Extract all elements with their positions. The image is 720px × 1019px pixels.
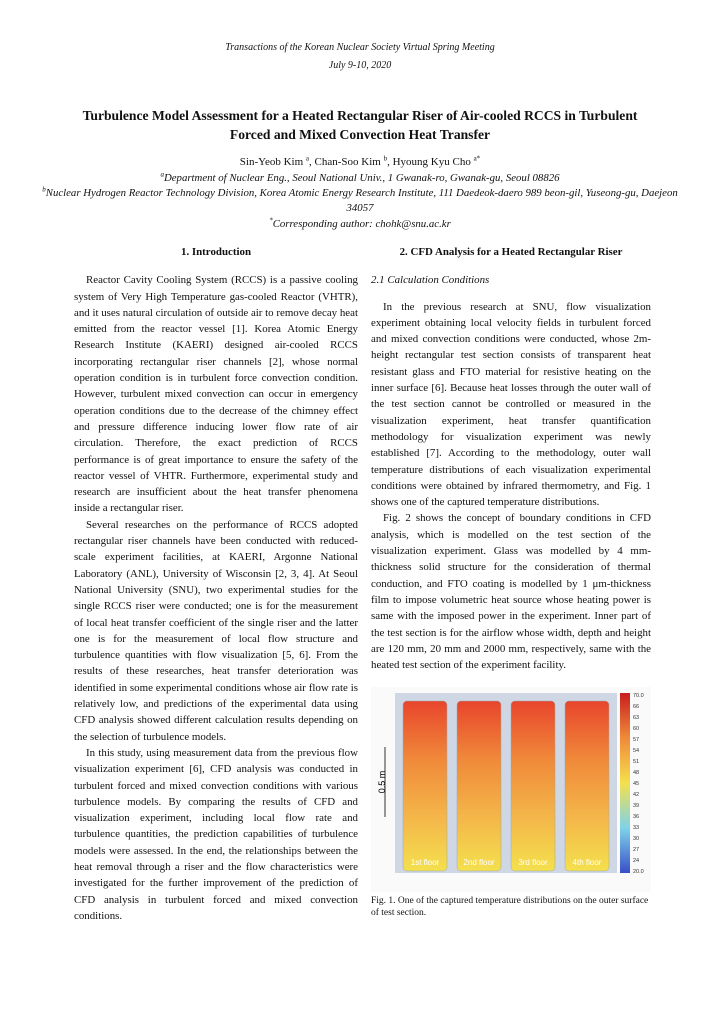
colorbar-tick-label: 66 [633, 704, 640, 711]
journal-header: Transactions of the Korean Nuclear Society Virtual Spring Meeting [225, 42, 495, 53]
colorbar-tick-label: 63 [633, 715, 640, 722]
section-title: 2. CFD Analysis for a Heated Rectangular Riser [399, 246, 623, 258]
affiliation-sup: b [42, 185, 46, 194]
affiliation-text: Department of Nuclear Eng., Seoul National Univ., 1 Gwanak-ro, Gwanak-gu, Seoul 08826 [163, 172, 560, 184]
colorbar-tick-label: 57 [633, 737, 640, 744]
colorbar-tick-label: 39 [633, 803, 640, 810]
colorbar-tick-label: 42 [633, 792, 640, 799]
riser-panel [403, 701, 447, 871]
section-title: 1. Introduction [181, 246, 251, 258]
author-sup: a* [473, 154, 481, 163]
subsection-title: 2.1 Calculation Conditions [371, 274, 490, 287]
colorbar-tick-label: 45 [633, 781, 640, 788]
author-list: Sin-Yeob Kim $^a$, Chan-Soo Kim $^b$, Hyoung Kyu Cho $^{a*}$ [239, 154, 481, 168]
riser-panel [457, 701, 501, 871]
paragraph: In the previous research at SNU, flow visualization experiment obtaining local velocity fields in turbulent forced and mixed convection conditions were conducted, whose 2m-height rectangular test section consists of transparent heat resistant glass and FTO material for resistive heating on the inner surface [6]. Because heat losses through the outer wall of the test section cannot be controlled or measured in the visualization experiment, heat transfer quantification methodology for visualization experiment was newly established [7]. According to the methodology, outer wall temperature distributions of each visualization experimental conditions were obtained by infrared thermometry, and Fig. 1 shows one of the captured temperature distributions. [371, 300, 651, 509]
author-name: Hyoung Kyu Cho [392, 156, 471, 168]
colorbar-tick-label: 51 [633, 759, 640, 766]
corresponding-author [30, 217, 690, 232]
floor-label: 1st floor [410, 858, 440, 868]
affiliation-text: Nuclear Hydrogen Reactor Technology Division, Korea Atomic Energy Research Institute, 111 Daedeok-daero 989 beon-gil, Yuseong-gu, Daejeon 34057 [45, 187, 678, 214]
colorbar-tick-label: 27 [633, 847, 640, 854]
figure-1 [371, 687, 651, 892]
colorbar [620, 693, 630, 873]
paragraph: In this study, using measurement data from the previous flow visualization experiment [6], CFD analysis was conducted in turbulent forced and mixed convection conditions with various turbulence models. By comparing the results of CFD and visualization experiment, including local flow rate and turbulence quantities, the prediction capabilities of turbulence models were assessed. In the end, the relationships between the heat removal through a riser and the flow characteristics were investigated for the further improvement of the prediction of CFD analysis in turbulent forced and mixed convection conditions. [74, 746, 358, 922]
colorbar-tick-label: 30 [633, 836, 640, 843]
colorbar-tick-label: 70.0 [633, 693, 644, 700]
affiliation-sup: a [160, 170, 164, 179]
colorbar-tick-label: 36 [633, 814, 640, 821]
author-name: Sin-Yeob Kim [239, 156, 304, 168]
corr-sup: * [269, 216, 273, 225]
paragraph: Several researches on the performance of RCCS adopted rectangular riser channels have been conducted with reduced-scale experiment facilities, at KAERI, Argonne National Laboratory (ANL), University of Wisconsin [2, 3, 4]. At Seoul National University (SNU), two experimental studies for the single RCCS riser were conducted; one is for the measurement of local heat transfer coefficient of the single riser and the latter one is for the measurement of local flow structure and turbulence quantities with flow visualization [5, 6]. From the results of these researches, heat transfer deterioration was identified in some experimental conditions whose air flow rate is relatively low, and predictions of the experimental data using CFD analysis showed different calculation results depending on the selection of turbulence models. [74, 518, 358, 743]
thermal-image [371, 687, 651, 892]
colorbar-tick-label: 33 [633, 825, 640, 832]
floor-label: 4th floor [572, 858, 602, 868]
conference-date: July 9-10, 2020 [328, 60, 392, 71]
author-sup: b [383, 154, 388, 163]
colorbar-tick-label: 20.0 [633, 869, 644, 876]
affiliation-b [30, 186, 690, 216]
right-column [371, 244, 651, 919]
paper-title: Turbulence Model Assessment for a Heated Rectangular Riser of Air-cooled RCCS in Turbulent Forced and Mixed Convection Heat Transfer [82, 108, 638, 142]
riser-panel [511, 701, 555, 871]
colorbar-tick-label: 60 [633, 726, 640, 733]
author-sup: a [305, 154, 310, 163]
floor-label: 3rd floor [518, 858, 548, 868]
affiliation-a [30, 171, 690, 186]
scale-label: 0.5 m [377, 771, 387, 794]
paragraph: Reactor Cavity Cooling System (RCCS) is a passive cooling system of Very High Temperature gas-cooled Reactor (VHTR), and it uses natural circulation of outside air to remove decay heat emitted from the reactor vessel [1]. Korea Atomic Energy Research Institute (KAERI) designed air-cooled RCCS incorporating rectangular riser channels [2], whose normal operation condition is in turbulent force convection condition. However, turbulent mixed convection can occur in emergency operation conditions due to the decrease of the chimney effect and pressure difference inducing lower flow rate of air circulation. Therefore, the exact prediction of RCCS performance is of great importance to ensure the safety of the reactor vessel of VHTR. Furthermore, experimental study and research are insufficient about the heat transfer phenomena inside a rectangular riser. [74, 274, 358, 515]
paragraph: Fig. 2 shows the concept of boundary conditions in CFD analysis, which is modelled on the test section of the visualization experiment. Glass was modelled by 4 mm-thickness solid structure for the consideration of thermal conduction, and FTO coating is modelled by 1 μm-thickness film to impose volumetric heat source whose heating power is same with the imposed power in the experiment. Inner part of the test section is for the airflow whose width, depth and height are 120 mm, 20 mm and 2000 mm, respectively, same with the heated test section of the experiment facility. [371, 512, 651, 672]
colorbar-tick-label: 24 [633, 858, 640, 865]
colorbar-tick-label: 54 [633, 748, 640, 755]
colorbar-tick-label: 48 [633, 770, 640, 777]
left-column [74, 244, 358, 924]
figure-caption: Fig. 1. One of the captured temperature distributions on the outer surface of test section. [371, 896, 649, 919]
author-name: Chan-Soo Kim [314, 156, 381, 168]
corr-text: Corresponding author: chohk@snu.ac.kr [272, 218, 451, 230]
riser-panel [565, 701, 609, 871]
floor-label: 2nd floor [463, 858, 495, 868]
